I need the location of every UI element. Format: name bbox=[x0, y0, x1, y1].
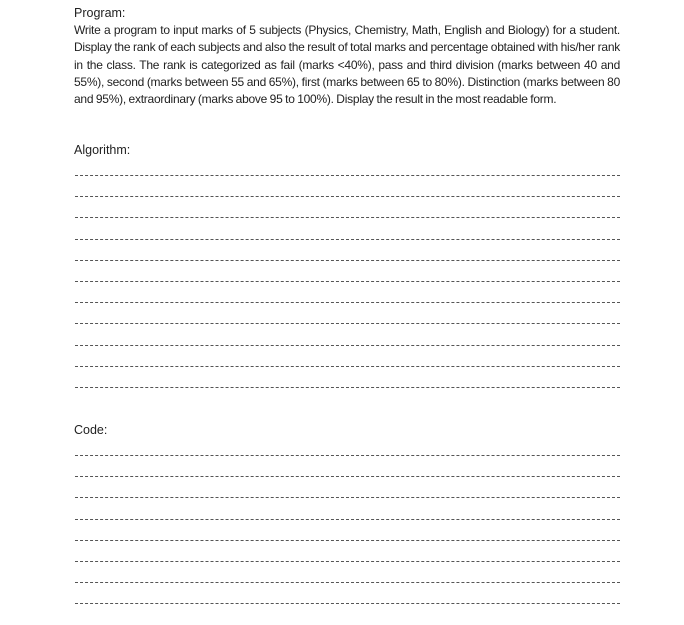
algorithm-answer-line bbox=[75, 366, 620, 367]
code-answer-lines bbox=[75, 455, 620, 625]
program-heading: Program: bbox=[74, 6, 126, 20]
algorithm-answer-line bbox=[75, 239, 620, 240]
code-answer-line bbox=[75, 561, 620, 562]
algorithm-answer-line bbox=[75, 175, 620, 176]
algorithm-answer-line bbox=[75, 281, 620, 282]
program-question-text: Write a program to input marks of 5 subjects (Physics, Chemistry, Math, English and Biology) for a student. Display the rank of each subjects and also the result of total marks and percentage obtained with his/her rank in the class. The rank is categorized as fail (marks <40%), pass and third division (marks between 40 and 55%), second (marks between 55 and 65%), first (marks between 65 to 80%). Distinction (marks between 80 and 95%), extraordinary (marks above 95 to 100%). Display the result in the most readable form. bbox=[74, 23, 620, 107]
algorithm-answer-line bbox=[75, 217, 620, 218]
algorithm-answer-line bbox=[75, 323, 620, 324]
algorithm-answer-line bbox=[75, 196, 620, 197]
algorithm-answer-line bbox=[75, 260, 620, 261]
algorithm-answer-line bbox=[75, 387, 620, 388]
code-answer-line bbox=[75, 519, 620, 520]
code-answer-line bbox=[75, 603, 620, 604]
algorithm-answer-line bbox=[75, 302, 620, 303]
algorithm-answer-lines bbox=[75, 175, 620, 408]
code-answer-line bbox=[75, 540, 620, 541]
code-heading: Code: bbox=[74, 423, 108, 437]
algorithm-answer-line bbox=[75, 345, 620, 346]
code-answer-line bbox=[75, 476, 620, 477]
algorithm-heading: Algorithm: bbox=[74, 143, 131, 157]
code-answer-line bbox=[75, 455, 620, 456]
code-answer-line bbox=[75, 582, 620, 583]
code-answer-line bbox=[75, 497, 620, 498]
